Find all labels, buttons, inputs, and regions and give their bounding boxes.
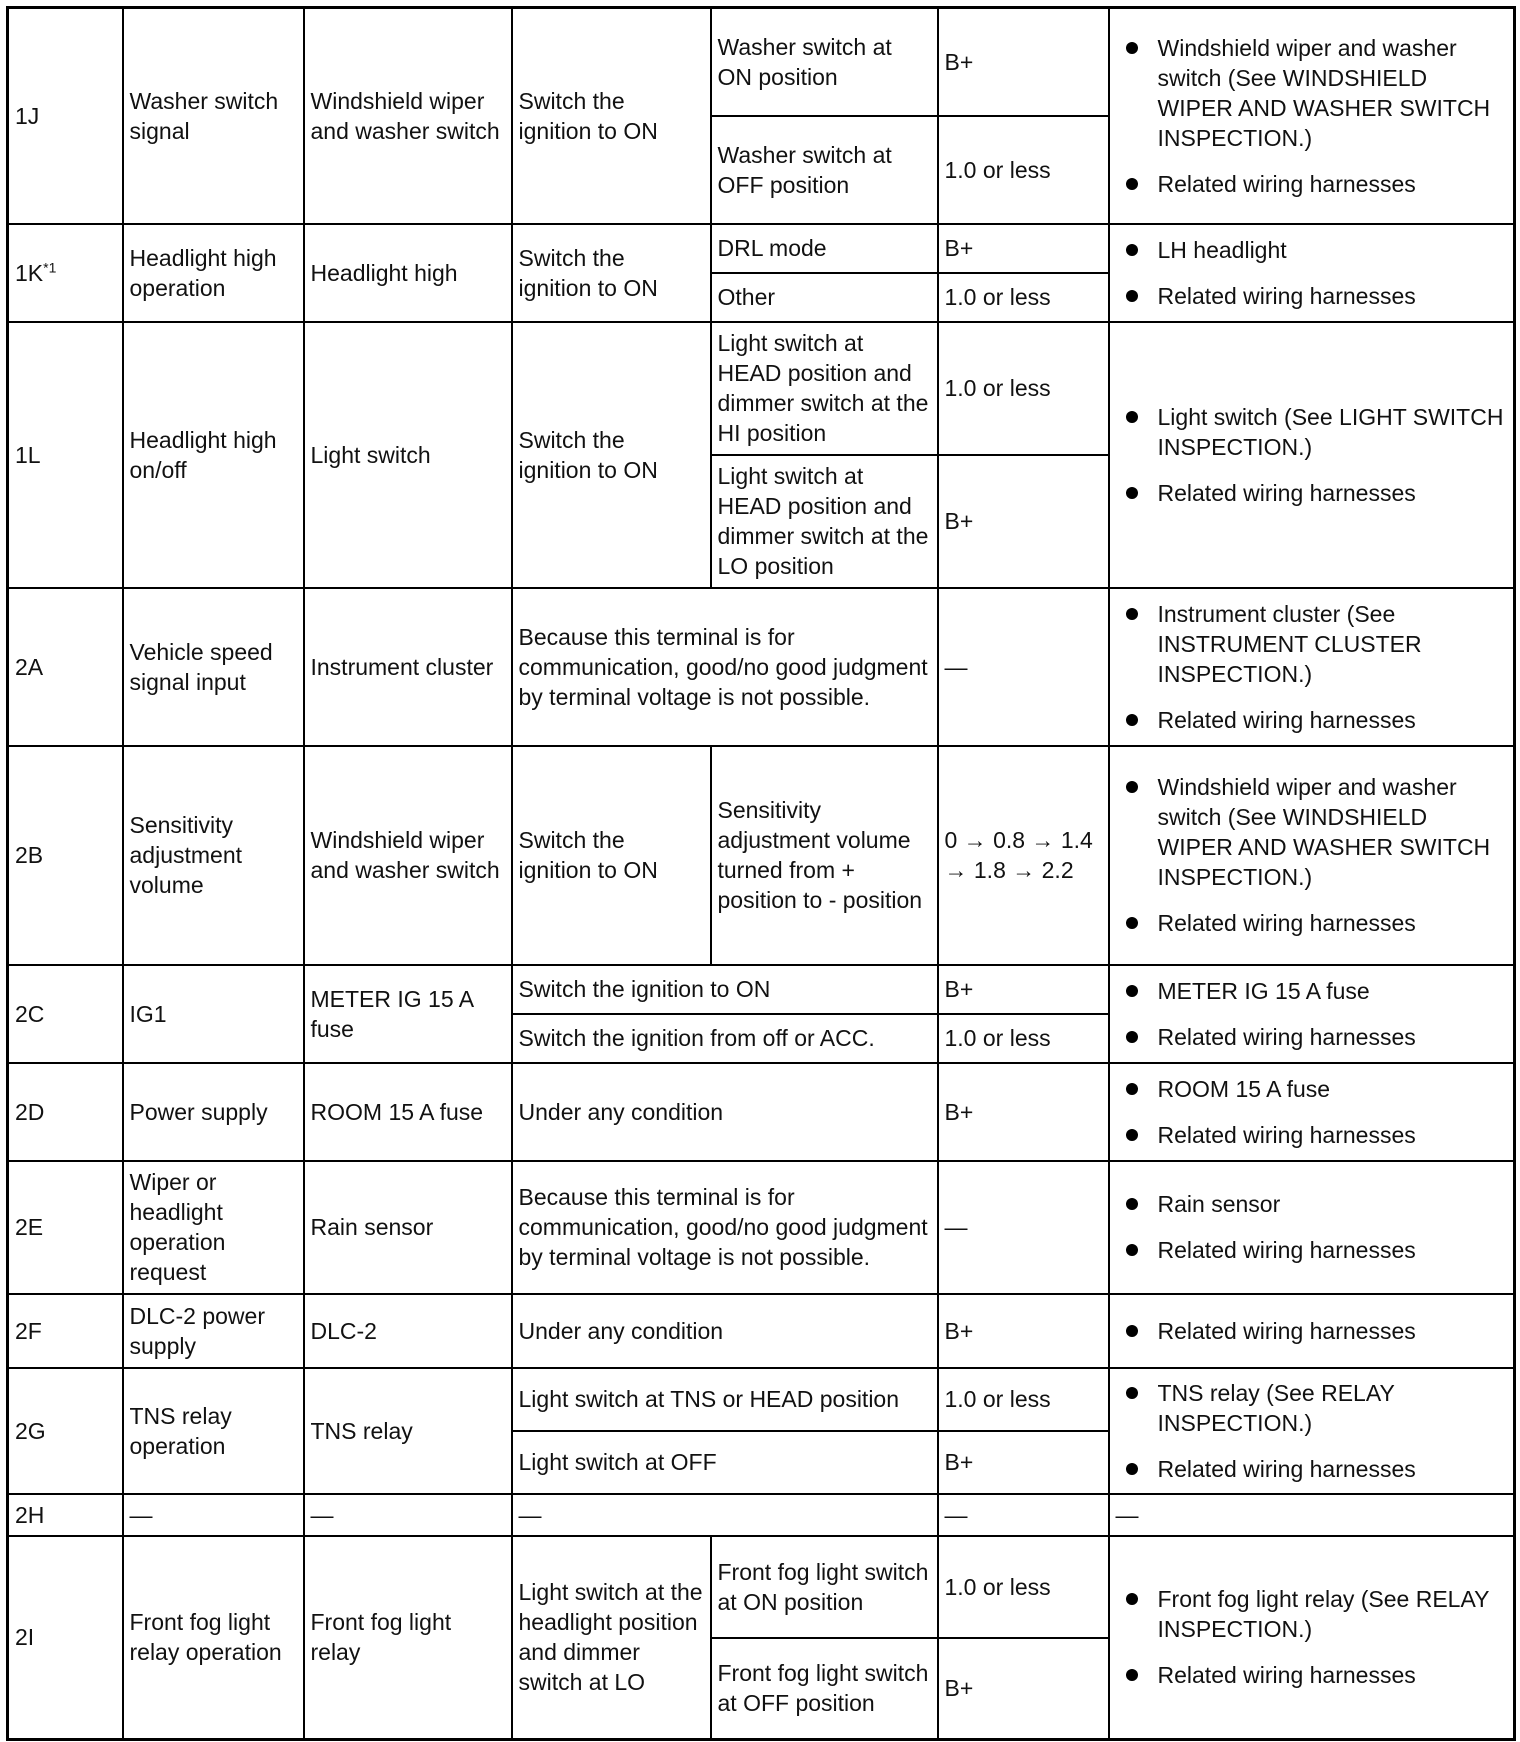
sub-condition-cell: Light switch at HEAD position and dimmer switch at the LO position xyxy=(711,455,938,588)
terminal-cell: 2H xyxy=(8,1494,123,1536)
terminal-cell: 2B xyxy=(8,746,123,965)
action-cell: — xyxy=(1109,1494,1515,1536)
voltage-cell: B+ xyxy=(938,8,1109,116)
connected-to-cell: Instrument cluster xyxy=(304,588,512,746)
voltage-cell: 1.0 or less xyxy=(938,116,1109,224)
sub-condition-cell: Switch the ignition from off or ACC. xyxy=(512,1014,938,1063)
action-cell xyxy=(1109,1161,1515,1294)
terminal-cell: 2I xyxy=(8,1536,123,1740)
action-cell xyxy=(1109,1294,1515,1368)
signal-cell: Washer switch signal xyxy=(123,8,304,224)
table-row xyxy=(8,746,1515,965)
list-item: Rain sensor xyxy=(1158,1189,1508,1219)
voltage-cell: — xyxy=(938,588,1109,746)
signal-cell: Wiper or headlight operation request xyxy=(123,1161,304,1294)
signal-cell: Front fog light relay operation xyxy=(123,1536,304,1740)
test-condition-cell: Under any condition xyxy=(512,1294,938,1368)
connected-to-cell: Windshield wiper and washer switch xyxy=(304,8,512,224)
list-item: LH headlight xyxy=(1158,235,1508,265)
action-list xyxy=(1116,1316,1508,1346)
terminal-cell: 2G xyxy=(8,1368,123,1494)
terminal-label: 1K xyxy=(15,259,44,286)
action-list xyxy=(1116,33,1508,199)
action-cell xyxy=(1109,224,1515,322)
table-row xyxy=(8,1294,1515,1368)
connected-to-cell: TNS relay xyxy=(304,1368,512,1494)
sub-condition-cell: Light switch at HEAD position and dimmer switch at the HI position xyxy=(711,322,938,455)
signal-cell: TNS relay operation xyxy=(123,1368,304,1494)
sub-condition-cell: Light switch at OFF xyxy=(512,1431,938,1494)
table-row xyxy=(8,1161,1515,1294)
signal-cell: DLC-2 power supply xyxy=(123,1294,304,1368)
action-cell xyxy=(1109,588,1515,746)
list-item: TNS relay (See RELAY INSPECTION.) xyxy=(1158,1378,1508,1438)
connected-to-cell: METER IG 15 A fuse xyxy=(304,965,512,1063)
connected-to-cell: Light switch xyxy=(304,322,512,588)
action-cell xyxy=(1109,1063,1515,1161)
list-item: Front fog light relay (See RELAY INSPECTION.) xyxy=(1158,1584,1508,1644)
signal-cell: Sensitivity adjustment volume xyxy=(123,746,304,965)
list-item: Windshield wiper and washer switch (See WINDSHIELD WIPER AND WASHER SWITCH INSPECTION.) xyxy=(1158,772,1508,892)
terminal-inspection-table xyxy=(6,6,1516,1741)
voltage-cell: 1.0 or less xyxy=(938,273,1109,322)
action-list xyxy=(1116,976,1508,1052)
terminal-cell: 2E xyxy=(8,1161,123,1294)
table-row xyxy=(8,8,1515,116)
list-item: Related wiring harnesses xyxy=(1158,1022,1508,1052)
action-list xyxy=(1116,772,1508,938)
table-row xyxy=(8,1063,1515,1161)
action-cell xyxy=(1109,746,1515,965)
signal-cell: Power supply xyxy=(123,1063,304,1161)
test-condition-cell: Switch the ignition to ON xyxy=(512,224,711,322)
sub-condition-cell: Washer switch at OFF position xyxy=(711,116,938,224)
connected-to-cell: Headlight high xyxy=(304,224,512,322)
sub-condition-cell: Other xyxy=(711,273,938,322)
test-condition-cell: Under any condition xyxy=(512,1063,938,1161)
list-item: Light switch (See LIGHT SWITCH INSPECTION.) xyxy=(1158,402,1508,462)
list-item: Related wiring harnesses xyxy=(1158,169,1508,199)
action-cell xyxy=(1109,1368,1515,1494)
sub-condition-cell: Washer switch at ON position xyxy=(711,8,938,116)
table-row xyxy=(8,224,1515,273)
action-list xyxy=(1116,599,1508,735)
list-item: Related wiring harnesses xyxy=(1158,705,1508,735)
list-item: Related wiring harnesses xyxy=(1158,1120,1508,1150)
action-list xyxy=(1116,1378,1508,1484)
footnote-mark: *1 xyxy=(43,258,57,275)
sub-condition-cell: Front fog light switch at OFF position xyxy=(711,1638,938,1740)
voltage-cell: B+ xyxy=(938,1294,1109,1368)
terminal-cell: 2F xyxy=(8,1294,123,1368)
voltage-cell: B+ xyxy=(938,224,1109,273)
terminal-cell: 2D xyxy=(8,1063,123,1161)
connected-to-cell: DLC-2 xyxy=(304,1294,512,1368)
connected-to-cell: Windshield wiper and washer switch xyxy=(304,746,512,965)
sub-condition-cell: Front fog light switch at ON position xyxy=(711,1536,938,1638)
voltage-cell: 1.0 or less xyxy=(938,1014,1109,1063)
list-item: Related wiring harnesses xyxy=(1158,1454,1508,1484)
action-cell xyxy=(1109,8,1515,224)
list-item: Windshield wiper and washer switch (See WINDSHIELD WIPER AND WASHER SWITCH INSPECTION.) xyxy=(1158,33,1508,153)
list-item: Related wiring harnesses xyxy=(1158,1316,1508,1346)
connected-to-cell: Rain sensor xyxy=(304,1161,512,1294)
action-list xyxy=(1116,1074,1508,1150)
table-row xyxy=(8,1494,1515,1536)
voltage-cell: B+ xyxy=(938,1431,1109,1494)
sub-condition-cell: DRL mode xyxy=(711,224,938,273)
list-item: Instrument cluster (See INSTRUMENT CLUSTER INSPECTION.) xyxy=(1158,599,1508,689)
voltage-cell: B+ xyxy=(938,965,1109,1014)
table-row xyxy=(8,1368,1515,1431)
list-item: Related wiring harnesses xyxy=(1158,1235,1508,1265)
terminal-table-container xyxy=(6,6,1516,1741)
voltage-cell: B+ xyxy=(938,455,1109,588)
test-condition-cell: Because this terminal is for communication, good/no good judgment by terminal voltage is not possible. xyxy=(512,588,938,746)
terminal-cell: 2A xyxy=(8,588,123,746)
test-condition-cell: Light switch at the headlight position and dimmer switch at LO xyxy=(512,1536,711,1740)
voltage-cell: 0 → 0.8 → 1.4 → 1.8 → 2.2 xyxy=(938,746,1109,965)
signal-cell: Headlight high operation xyxy=(123,224,304,322)
test-condition-cell: — xyxy=(512,1494,938,1536)
voltage-cell: — xyxy=(938,1161,1109,1294)
connected-to-cell: — xyxy=(304,1494,512,1536)
voltage-cell: 1.0 or less xyxy=(938,322,1109,455)
action-list xyxy=(1116,1584,1508,1690)
test-condition-cell: Switch the ignition to ON xyxy=(512,322,711,588)
list-item: Related wiring harnesses xyxy=(1158,281,1508,311)
terminal-cell: 2C xyxy=(8,965,123,1063)
action-list xyxy=(1116,1189,1508,1265)
list-item: METER IG 15 A fuse xyxy=(1158,976,1508,1006)
signal-cell: Vehicle speed signal input xyxy=(123,588,304,746)
action-cell xyxy=(1109,1536,1515,1740)
connected-to-cell: ROOM 15 A fuse xyxy=(304,1063,512,1161)
table-row xyxy=(8,1536,1515,1638)
list-item: Related wiring harnesses xyxy=(1158,1660,1508,1690)
test-condition-cell: Switch the ignition to ON xyxy=(512,746,711,965)
terminal-cell xyxy=(8,224,123,322)
signal-cell: Headlight high on/off xyxy=(123,322,304,588)
voltage-cell: B+ xyxy=(938,1638,1109,1740)
voltage-cell: B+ xyxy=(938,1063,1109,1161)
table-row xyxy=(8,588,1515,746)
action-cell xyxy=(1109,965,1515,1063)
test-condition-cell: Switch the ignition to ON xyxy=(512,8,711,224)
action-list xyxy=(1116,402,1508,508)
voltage-cell: 1.0 or less xyxy=(938,1536,1109,1638)
table-row xyxy=(8,965,1515,1014)
list-item: Related wiring harnesses xyxy=(1158,908,1508,938)
list-item: Related wiring harnesses xyxy=(1158,478,1508,508)
test-condition-cell: Because this terminal is for communication, good/no good judgment by terminal voltage is not possible. xyxy=(512,1161,938,1294)
connected-to-cell: Front fog light relay xyxy=(304,1536,512,1740)
list-item: ROOM 15 A fuse xyxy=(1158,1074,1508,1104)
voltage-cell: — xyxy=(938,1494,1109,1536)
sub-condition-cell: Sensitivity adjustment volume turned from + position to - position xyxy=(711,746,938,965)
signal-cell: IG1 xyxy=(123,965,304,1063)
signal-cell: — xyxy=(123,1494,304,1536)
table-row xyxy=(8,322,1515,455)
sub-condition-cell: Switch the ignition to ON xyxy=(512,965,938,1014)
sub-condition-cell: Light switch at TNS or HEAD position xyxy=(512,1368,938,1431)
terminal-cell: 1L xyxy=(8,322,123,588)
terminal-cell: 1J xyxy=(8,8,123,224)
action-cell xyxy=(1109,322,1515,588)
voltage-cell: 1.0 or less xyxy=(938,1368,1109,1431)
action-list xyxy=(1116,235,1508,311)
